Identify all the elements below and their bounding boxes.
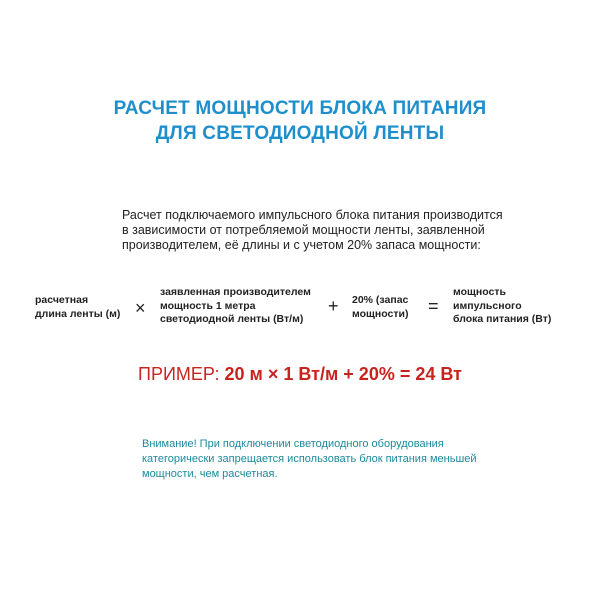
multiply-sign: × xyxy=(135,298,146,318)
warning-line-3: мощности, чем расчетная. xyxy=(142,468,278,480)
formula-term-length-line-1: расчетная xyxy=(35,294,89,306)
example-calculation xyxy=(0,362,600,386)
formula-term-result-line-1: мощность xyxy=(453,286,506,298)
example-value: 20 м × 1 Вт/м + 20% = 24 Вт xyxy=(224,364,462,384)
formula-term-reserve-line-2: мощности) xyxy=(352,307,409,320)
warning-line-1: Внимание! При подключении светодиодного оборудования xyxy=(142,438,444,450)
intro-paragraph xyxy=(122,208,522,253)
formula-term-power-line-2: мощность 1 метра xyxy=(160,299,256,312)
page-title-line-2: ДЛЯ СВЕТОДИОДНОЙ ЛЕНТЫ xyxy=(155,123,445,144)
intro-line-3: производителем, её длины и с учетом 20% запаса мощности: xyxy=(122,238,481,252)
example-label: ПРИМЕР: xyxy=(138,364,225,384)
formula-term-length-line-2: длина ленты (м) xyxy=(35,307,121,320)
page-title-line-1: РАСЧЕТ МОЩНОСТИ БЛОКА ПИТАНИЯ xyxy=(113,98,487,119)
warning-note xyxy=(142,437,522,482)
plus-sign: + xyxy=(328,296,339,316)
warning-line-2: категорически запрещается использовать блок питания меньшей xyxy=(142,453,477,465)
formula-term-length xyxy=(35,294,120,321)
formula-term-result-line-3: блока питания (Вт) xyxy=(453,313,552,325)
formula-term-reserve xyxy=(352,294,408,321)
intro-line-2: в зависимости от потребляемой мощности ленты, заявленной xyxy=(122,223,485,237)
formula-term-power-line-1: заявленная производителем xyxy=(160,286,311,298)
page-title xyxy=(0,96,600,146)
formula-term-power-line-3: светодиодной ленты (Вт/м) xyxy=(160,313,304,325)
intro-line-1: Расчет подключаемого импульсного блока питания производится xyxy=(122,208,503,222)
power-formula xyxy=(0,282,600,332)
formula-term-result-line-2: импульсного xyxy=(453,299,522,312)
formula-term-power-per-meter xyxy=(160,286,311,327)
equals-sign: = xyxy=(428,296,439,316)
formula-term-reserve-line-1: 20% (запас xyxy=(352,294,409,306)
formula-term-result xyxy=(453,286,551,327)
